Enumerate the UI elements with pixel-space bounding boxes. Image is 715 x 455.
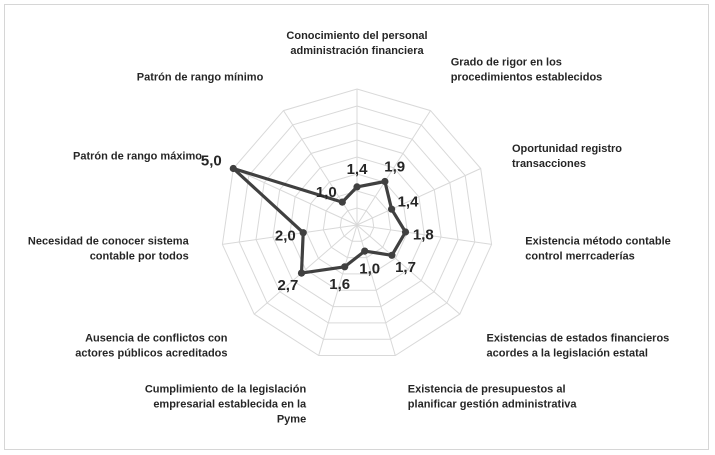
category-label-line: procedimientos establecidos xyxy=(450,71,603,84)
data-label-0: 1,4 xyxy=(346,160,368,178)
category-label-line: Ausencia de conflictos con xyxy=(85,332,228,345)
data-point-3 xyxy=(402,228,409,235)
category-label-line: control merrcaderías xyxy=(525,250,635,263)
category-label-line: Patrón de rango mínimo xyxy=(136,71,264,84)
category-label-line: Existencia de presupuestos al xyxy=(407,383,566,396)
data-label-1: 1,9 xyxy=(384,158,406,176)
category-label-line: Pyme xyxy=(276,413,307,426)
data-label-3: 1,8 xyxy=(412,226,434,244)
category-label-line: Necesidad de conocer sistema xyxy=(27,235,189,248)
category-label-line: Oportunidad registro xyxy=(512,143,622,155)
data-point-8 xyxy=(300,229,307,236)
data-label-6: 1,6 xyxy=(329,276,351,293)
category-label-line: Existencias de estados financieros xyxy=(486,332,670,345)
category-label-line: Conocimiento del personal xyxy=(286,30,428,42)
category-labels xyxy=(28,30,671,425)
data-point-5 xyxy=(361,248,368,255)
data-label-8: 2,0 xyxy=(274,227,296,245)
category-label-line: Grado de rigor en los xyxy=(450,56,562,69)
data-point-6 xyxy=(341,263,348,270)
category-label-5 xyxy=(408,383,578,410)
category-label-0 xyxy=(286,30,427,57)
category-label-line: administración financiera xyxy=(290,45,424,57)
data-point-4 xyxy=(388,252,395,259)
category-label-7 xyxy=(75,333,227,360)
data-label-2: 1,4 xyxy=(397,193,419,211)
category-label-line: Existencia método contable xyxy=(525,235,671,248)
data-label-10: 1,0 xyxy=(315,184,337,202)
data-point-10 xyxy=(339,199,346,206)
category-label-line: planificar gestión administrativa xyxy=(407,398,577,411)
data-point-0 xyxy=(353,183,360,190)
data-label-5: 1,0 xyxy=(359,260,381,278)
radar-series xyxy=(230,165,409,277)
category-label-line: empresarial establecida en la xyxy=(153,398,307,411)
data-label-4: 1,7 xyxy=(395,259,416,277)
category-label-line: actores públicos acreditados xyxy=(75,347,228,360)
data-label-9: 5,0 xyxy=(200,152,222,170)
category-label-9 xyxy=(73,151,202,163)
data-label-7: 2,7 xyxy=(277,276,299,294)
category-label-line: acordes a la legislación estatal xyxy=(486,347,648,360)
category-label-8 xyxy=(28,236,190,263)
category-label-3 xyxy=(525,236,670,263)
category-label-line: transacciones xyxy=(512,158,586,170)
data-point-2 xyxy=(388,206,395,213)
category-label-6 xyxy=(145,383,307,425)
data-point-1 xyxy=(381,178,388,185)
category-label-1 xyxy=(451,56,603,83)
radar-axes xyxy=(222,89,491,356)
data-point-9 xyxy=(230,165,237,172)
category-label-line: Patrón de rango máximo xyxy=(73,150,202,163)
category-label-10 xyxy=(137,71,264,83)
category-label-4 xyxy=(487,333,670,360)
category-label-line: Cumplimiento de la legislación xyxy=(144,383,307,396)
category-label-2 xyxy=(512,143,622,170)
category-label-line: contable por todos xyxy=(89,250,189,263)
data-point-7 xyxy=(298,270,305,277)
